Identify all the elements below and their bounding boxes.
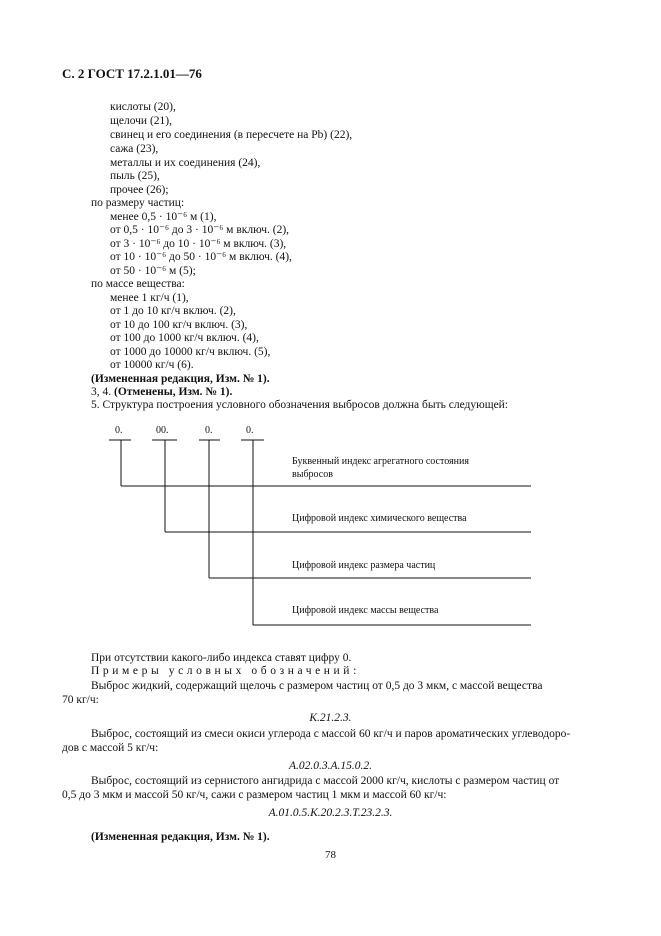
text-line: При отсутствии какого-либо индекса ставят цифру 0. (91, 652, 352, 664)
text-line: (Измененная редакция, Изм. № 1). (91, 831, 270, 843)
text-line: дов с массой 5 кг/ч: (62, 742, 159, 754)
text-line: пыль (25), (110, 170, 160, 182)
text-line: от 10 до 100 кг/ч включ. (3), (110, 319, 248, 331)
text-line: щелочи (21), (110, 115, 172, 127)
section-number: 3, 4. (91, 386, 114, 398)
text-line: менее 0,5 · 10⁻⁶ м (1), (110, 211, 217, 223)
text-line: 70 кг/ч: (62, 694, 99, 706)
text-line: (Измененная редакция, Изм. № 1). (91, 373, 270, 385)
text-line: Примеры условных обозначений: (91, 665, 360, 677)
text-line: Выброс, состоящий из смеси окиси углерода с массой 60 кг/ч и паров ароматических углеводоро- (91, 728, 571, 740)
code-segment-4: 0. (246, 425, 254, 436)
page-header: С. 2 ГОСТ 17.2.1.01—76 (62, 66, 202, 81)
text-line: по размеру частиц: (91, 197, 185, 209)
text-line: сажа (23), (110, 143, 159, 155)
text-line: 5. Структура построения условного обозначения выбросов должна быть следующей: (91, 399, 509, 411)
label-substance-mass: Цифровой индекс массы вещества (292, 605, 439, 616)
text-line: по массе вещества: (91, 278, 185, 290)
text-line: от 0,5 · 10⁻⁶ до 3 · 10⁻⁶ м включ. (2), (110, 224, 290, 236)
label-chemical-substance: Цифровой индекс химического вещества (292, 513, 467, 524)
text-line: металлы и их соединения (24), (110, 157, 261, 169)
label-aggregate-state: Буквенный индекс агрегатного состояния (292, 456, 469, 467)
text-line: 0,5 до 3 мкм и массой 50 кг/ч, сажи с размером частиц 1 мкм и массой 60 кг/ч: (62, 789, 447, 801)
label-aggregate-state-cont: выбросов (292, 469, 333, 480)
text-line: К.21.2.3. (309, 712, 352, 724)
text-line: от 10000 кг/ч (6). (110, 359, 194, 371)
text-line: Выброс жидкий, содержащий щелочь с размером частиц от 0,5 до 3 мкм, с массой вещества (91, 680, 543, 692)
code-segment-3: 0. (205, 425, 213, 436)
text-line: от 3 · 10⁻⁶ до 10 · 10⁻⁶ м включ. (3), (110, 238, 287, 250)
revoked-note: (Отменены, Изм. № 1). (114, 386, 233, 398)
text-line: от 100 до 1000 кг/ч включ. (4), (110, 332, 259, 344)
text-line: прочее (26); (110, 184, 169, 196)
text-line: менее 1 кг/ч (1), (110, 292, 189, 304)
code-segment-2: 00. (156, 425, 169, 436)
text-line: от 10 · 10⁻⁶ до 50 · 10⁻⁶ м включ. (4), (110, 251, 292, 263)
text-line: свинец и его соединения (в пересчете на Pb) (22), (110, 129, 353, 141)
text-line: от 50 · 10⁻⁶ м (5); (110, 265, 196, 277)
text-line: от 1000 до 10000 кг/ч включ. (5), (110, 346, 271, 358)
text-line: кислоты (20), (110, 101, 176, 113)
text-line: от 1 до 10 кг/ч включ. (2), (110, 305, 236, 317)
page-number: 78 (325, 849, 336, 861)
text-line: А.02.0.3.А.15.0.2. (288, 760, 373, 772)
text-line: А.01.0.5.К.20.2.3.Т.23.2.3. (268, 807, 393, 819)
code-segment-1: 0. (115, 425, 123, 436)
label-particle-size: Цифровой индекс размера частиц (292, 560, 436, 571)
text-line: Выброс, состоящий из сернистого ангидрида с массой 2000 кг/ч, кислоты с размером частиц от (91, 775, 560, 787)
text-line (91, 385, 232, 399)
